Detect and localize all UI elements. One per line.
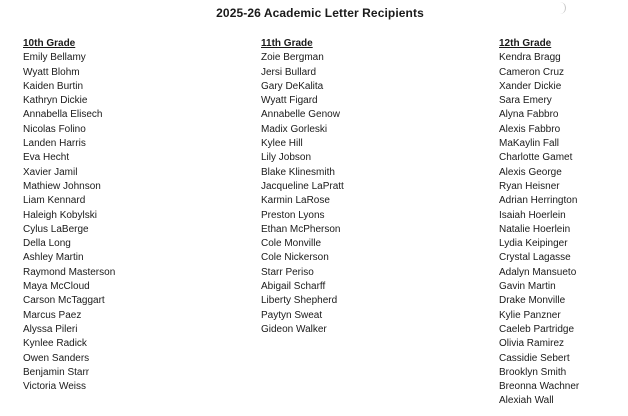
student-name: Wyatt Blohm [23, 66, 80, 78]
student-name: Alyssa Pileri [23, 323, 78, 335]
student-name: Karmin LaRose [261, 195, 330, 207]
grade-11-header: 11th Grade [261, 38, 313, 49]
student-name: Starr Periso [261, 266, 314, 278]
student-name: Crystal Lagasse [499, 252, 571, 264]
student-name: Liberty Shepherd [261, 295, 338, 307]
student-name: Emily Bellamy [23, 52, 86, 64]
student-name: Ryan Heisner [499, 180, 560, 192]
student-name: Annabella Elisech [23, 109, 103, 121]
student-name: Zoie Bergman [261, 52, 324, 64]
student-name: Breonna Wachner [499, 381, 580, 393]
student-name: Owen Sanders [23, 352, 90, 364]
student-name: Xander Dickie [499, 80, 562, 92]
student-name: Kylee Hill [261, 138, 303, 150]
student-name: Isaiah Hoerlein [499, 209, 566, 221]
student-name: Cole Monville [261, 238, 322, 250]
student-name: Annabelle Genow [261, 109, 340, 121]
student-name: Madix Gorleski [261, 123, 328, 135]
student-name: Cassidie Sebert [499, 352, 570, 364]
student-name: Landen Harris [23, 138, 86, 150]
student-name: Paytyn Sweat [261, 309, 323, 321]
student-name: Benjamin Starr [23, 366, 90, 378]
student-name: Sara Emery [499, 95, 552, 107]
student-name: Wyatt Figard [261, 95, 318, 107]
student-name: MaKaylin Fall [499, 138, 560, 150]
student-name: Kaiden Burtin [23, 80, 84, 92]
student-name: Lily Jobson [261, 152, 312, 164]
student-name: Alexis Fabbro [499, 123, 561, 135]
student-name: Kylie Panzner [499, 309, 561, 321]
student-name: Charlotte Gamet [499, 152, 573, 164]
grade-11-name-list [261, 51, 344, 337]
student-name: Ethan McPherson [261, 223, 341, 235]
student-name: Jacqueline LaPratt [261, 180, 344, 192]
student-name: Kendra Bragg [499, 52, 561, 64]
student-name: Adalyn Mansueto [499, 266, 577, 278]
student-name: Kynlee Radick [23, 338, 87, 350]
student-name: Eva Hecht [23, 152, 70, 164]
document-title: 2025-26 Academic Letter Recipients [216, 6, 424, 20]
student-name: Brooklyn Smith [499, 366, 567, 378]
student-name: Mathiew Johnson [23, 180, 101, 192]
student-name: Liam Kennard [23, 195, 86, 207]
student-name: Alyna Fabbro [499, 109, 559, 121]
student-name: Maya McCloud [23, 281, 90, 293]
student-name: Olivia Ramirez [499, 338, 565, 350]
student-name: Ashley Martin [23, 252, 84, 264]
grade-12-column [499, 37, 579, 409]
student-name: Victoria Weiss [23, 381, 86, 393]
student-name: Gideon Walker [261, 323, 327, 335]
student-name: Abigail Scharff [261, 281, 326, 293]
student-name: Kathryn Dickie [23, 95, 88, 107]
grade-11-column [261, 37, 344, 337]
student-name: Jersi Bullard [261, 66, 317, 78]
student-name: Xavier Jamil [23, 166, 78, 178]
student-name: Cole Nickerson [261, 252, 329, 264]
student-name: Blake Klinesmith [261, 166, 335, 178]
student-name: Della Long [23, 238, 71, 250]
student-name: Carson McTaggart [23, 295, 105, 307]
student-name: Gary DeKalita [261, 80, 324, 92]
student-name: Gavin Martin [499, 281, 556, 293]
grade-10-header: 10th Grade [23, 38, 76, 49]
student-name: Natalie Hoerlein [499, 223, 571, 235]
student-name: Marcus Paez [23, 309, 82, 321]
grade-12-header: 12th Grade [499, 38, 552, 49]
grade-10-name-list [23, 51, 115, 394]
student-name: Cameron Cruz [499, 66, 565, 78]
student-name: Raymond Masterson [23, 266, 116, 278]
student-name: Alexis George [499, 166, 562, 178]
student-name: Cylus LaBerge [23, 223, 89, 235]
student-name: Drake Monville [499, 295, 566, 307]
student-name: Alexiah Wall [499, 395, 554, 407]
student-name: Preston Lyons [261, 209, 325, 221]
grade-10-column [23, 37, 115, 394]
grade-12-name-list [499, 51, 579, 408]
student-name: Haleigh Kobylski [23, 209, 97, 221]
student-name: Nicolas Folino [23, 123, 86, 135]
student-name: Caeleb Partridge [499, 323, 575, 335]
student-name: Adrian Herrington [499, 195, 578, 207]
student-name: Lydia Keipinger [499, 238, 568, 250]
